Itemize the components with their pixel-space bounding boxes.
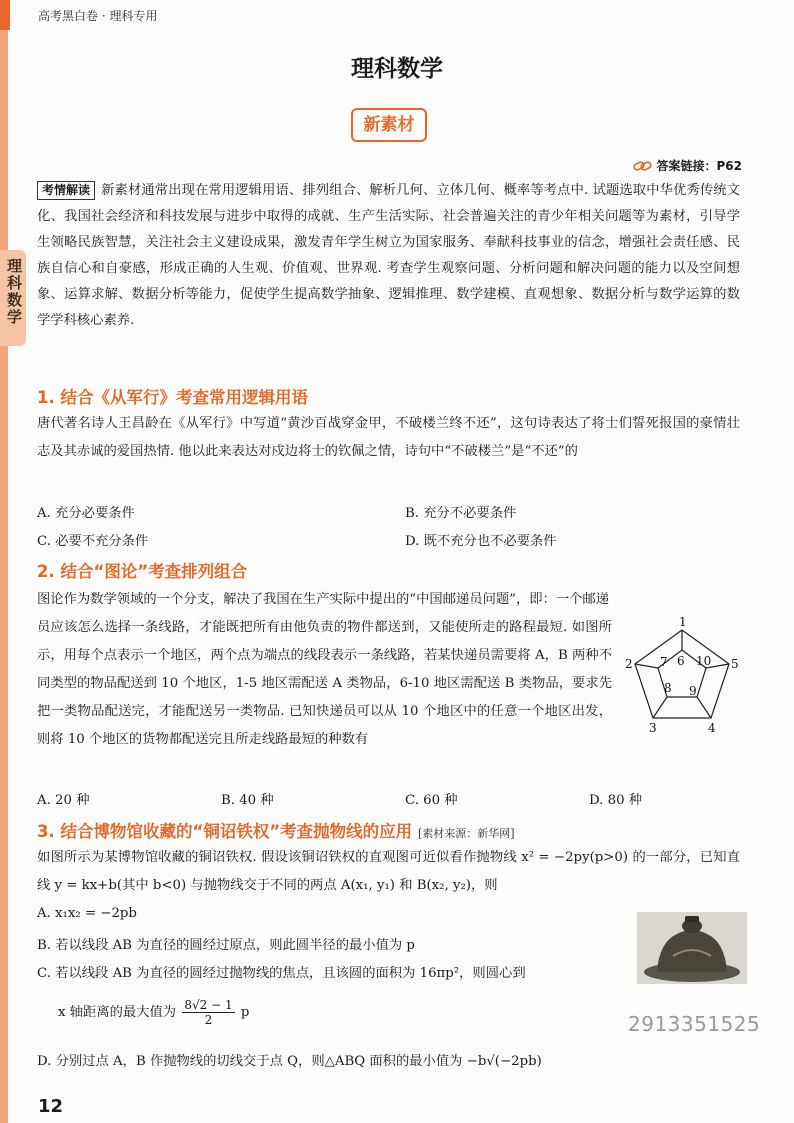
node-label-9: 9 (689, 684, 697, 698)
q2-option-c[interactable]: C. 60 种 (405, 793, 458, 808)
header-accent (0, 0, 10, 30)
node-label-7: 7 (660, 655, 668, 669)
q1-option-c[interactable]: C. 必要不充分条件 (37, 534, 149, 549)
link-icon (633, 160, 653, 172)
intro-paragraph (37, 178, 740, 334)
q2-option-b[interactable]: B. 40 种 (221, 793, 274, 808)
node-label-6: 6 (677, 654, 685, 668)
q3-option-d[interactable]: D. 分别过点 A，B 作抛物线的切线交于点 Q，则△ABQ 面积的最小值为 −b√(−2pb) (37, 1054, 542, 1069)
node-label-4: 4 (708, 721, 716, 735)
section-badge: 新素材 (351, 108, 427, 142)
side-stripe (0, 30, 8, 1123)
answer-link-text: 答案链接：P62 (656, 159, 742, 173)
side-tab-label: 理科数学 (5, 258, 23, 326)
q3-option-c-cont (58, 998, 249, 1027)
node-label-5: 5 (731, 657, 739, 671)
answer-link[interactable] (633, 157, 743, 174)
q3-fraction-den: 2 (204, 1013, 213, 1027)
q1-title: 1. 结合《从军行》考查常用逻辑用语 (37, 388, 308, 407)
q1-text: 唐代著名诗人王昌龄在《从军行》中写道“黄沙百战穿金甲，不破楼兰终不还”，这句诗表达了将士们誓死报国的豪情壮志及其赤诚的爱国热情. 他以此来表达对戍边将士的钦佩之情，诗句中“不破楼兰”是“不还”的 (37, 416, 740, 459)
q3-text: 如图所示为某博物馆收藏的铜诏铁权. 假设该铜诏铁权的直观图可近似看作抛物线 x² = −2py(p>0) 的一部分，已知直线 y = kx+b(其中 b<0) 与抛物线交于不同的两点 A(x₁, y₁) 和 B(x₂, y₂)，则 (37, 850, 740, 893)
watermark: 2913351525 (628, 1012, 761, 1036)
q3-option-c-post: p (240, 1005, 250, 1020)
intro-text: 新素材通常出现在常用逻辑用语、排列组合、解析几何、立体几何、概率等考点中. 试题选取中华优秀传统文化、我国社会经济和科技发展与进步中取得的成就、生产生活实际、社会普遍关注的青少年相关问题等为素材，引导学生领略民族智慧，关注社会主义建设成果，激发青年学生树立为国家服务、奉献科技事业的信念，增强社会责任感、民族自信心和自豪感，形成正确的人生观、价值观、世界观. 考查学生观察问题、分析问题和解决问题的能力以及空间想象、运算求解、数据分析等能力，促使学生提高数学抽象、逻辑推理、数学建模、直观想象、数据分析与数学运算的数学学科核心素养. (37, 183, 740, 328)
page-number: 12 (38, 1096, 64, 1117)
node-label-2: 2 (625, 657, 633, 671)
q1-option-d[interactable]: D. 既不充分也不必要条件 (405, 534, 557, 549)
q2-option-a[interactable]: A. 20 种 (37, 793, 90, 808)
q3-option-a[interactable]: A. x₁x₂ = −2pb (37, 906, 137, 921)
q3-fraction (182, 998, 234, 1027)
q3-option-c[interactable]: C. 若以线段 AB 为直径的圆经过抛物线的焦点，且该圆的面积为 16πp²，则圆心到 (37, 966, 526, 981)
q3-title-text: 3. 结合博物馆收藏的“铜诏铁权”考查抛物线的应用 (37, 822, 413, 841)
q3-option-c-pre: x 轴距离的最大值为 (58, 1005, 177, 1020)
q3-option-b[interactable]: B. 若以线段 AB 为直径的圆经过原点，则此圆半径的最小值为 p (37, 938, 415, 953)
side-tab (0, 250, 26, 346)
q1-option-a[interactable]: A. 充分必要条件 (37, 506, 135, 521)
q2-text-line1: 图论作为数学领域的一个分支，解决了我国在生产实际中提出的“中国邮递员问题”，即：一个邮递 (37, 592, 610, 607)
header-bar (0, 0, 794, 30)
q1-option-b[interactable]: B. 充分不必要条件 (405, 506, 517, 521)
q2-option-d[interactable]: D. 80 种 (589, 793, 643, 808)
q3-title (37, 818, 515, 842)
q3-fraction-num: 8√2 − 1 (184, 998, 233, 1012)
bronze-weight-photo (637, 912, 747, 984)
page-title: 理科数学 (351, 56, 443, 82)
q3-source: [素材来源：新华网] (417, 827, 515, 840)
node-label-10: 10 (696, 654, 712, 668)
graph-diagram (616, 614, 748, 740)
node-label-3: 3 (649, 721, 657, 735)
header-label: 高考黑白卷 · 理科专用 (38, 9, 158, 23)
q2-title: 2. 结合“图论”考查排列组合 (37, 562, 248, 581)
q2-text: 员应该怎么选择一条线路，才能既把所有由他负责的物件都送到，又能使所走的路程最短. 如图所示，用每个点表示一个地区，两个点为端点的线段表示一条线路，若某快递员需要将 A，B 两种不同类型的物品配送到 10 个地区，1-5 地区需配送 A 类物品，6-10 地区需配送 B 类物品，要求先把一类物品配送完，才能配送另一类物品. 已知快递员可以从 10 个地区中的任意一个地区出发，则将 10 个地区的货物都配送完且所走线路最短的种数有 (37, 620, 612, 747)
intro-label: 考情解读 (37, 181, 95, 200)
node-label-8: 8 (664, 681, 672, 695)
node-label-1: 1 (679, 615, 687, 629)
